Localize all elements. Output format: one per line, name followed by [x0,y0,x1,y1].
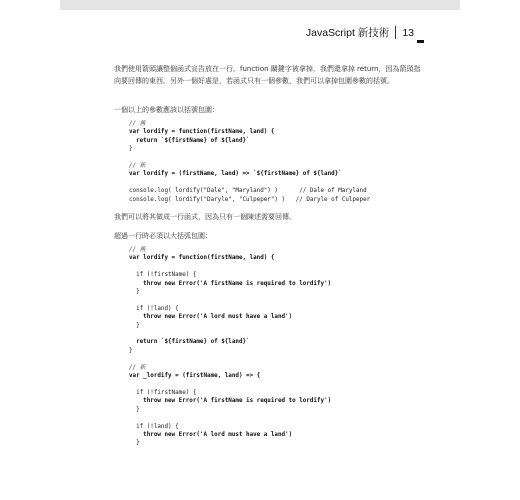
code-line: return `${firstName} of ${land}` [129,137,250,144]
code-line: // 新 [129,364,146,371]
code-line: var lordify = function(firstName, land) { [129,255,275,262]
paragraph-braces: 超過一行時必須以大括弧包圍： [114,232,212,240]
code-line: console.log( lordify("Dale", "Maryland") ) // Dale of Maryland [129,188,367,195]
code-line: if (!land) { [129,423,179,430]
running-header [306,25,414,40]
code-line: throw new Error('A lord must have a land') [129,431,293,438]
code-line: } [129,289,140,296]
code-line: throw new Error('A lord must have a land') [129,314,293,321]
code-line: // 舊 [129,247,146,253]
code-line: // 新 [129,163,146,170]
code-line: if (!firstName) { [129,389,197,396]
code-line: throw new Error('A firstName is required to lordify') [129,280,332,287]
code-line: return `${firstName} of ${land}` [129,339,250,346]
code-line: } [129,440,140,447]
code-line: } [129,322,140,329]
code-line: // 舊 [129,121,146,127]
code-line: } [129,406,140,413]
chapter-title: JavaScript 新技術 [305,27,390,39]
code-line: var _lordify = (firstName, land) => { [129,373,261,380]
page-number: 13 [402,26,414,39]
code-line: if (!land) { [129,305,179,312]
code-block-lordify-braces [129,246,331,448]
code-line: throw new Error('A firstName is required to lordify') [129,398,332,405]
code-line: var lordify = function(firstName, land) { [129,129,275,136]
paragraph-multiple-params: 一個以上的參數應該以括號包圍： [114,106,219,114]
code-line: } [129,146,133,153]
code-line: } [129,347,133,354]
code-line: var lordify = (firstName, land) => `${firstName} of ${land}` [129,171,342,178]
header-divider [395,26,396,39]
paragraph-arrow-intro: 我們使用箭頭讓整個函式宣告放在一行。function 關鍵字被拿掉，我們還拿掉 return，因為箭頭指向要回傳的東西。另外一個好處是，若函式只有一個參數，我們可以拿掉包圍參數的括號。 [114,65,421,85]
code-line: if (!firstName) { [129,272,197,279]
page-top-band [60,0,460,10]
page-marker [417,40,424,43]
code-line: console.log( lordify("Daryle", "Culpeper") ) // Daryle of Culpeper [129,196,371,203]
paragraph-one-line: 我們可以將其做成一行函式，因為只有一個陳述需要回傳。 [114,213,296,221]
code-block-lordify [129,120,370,204]
